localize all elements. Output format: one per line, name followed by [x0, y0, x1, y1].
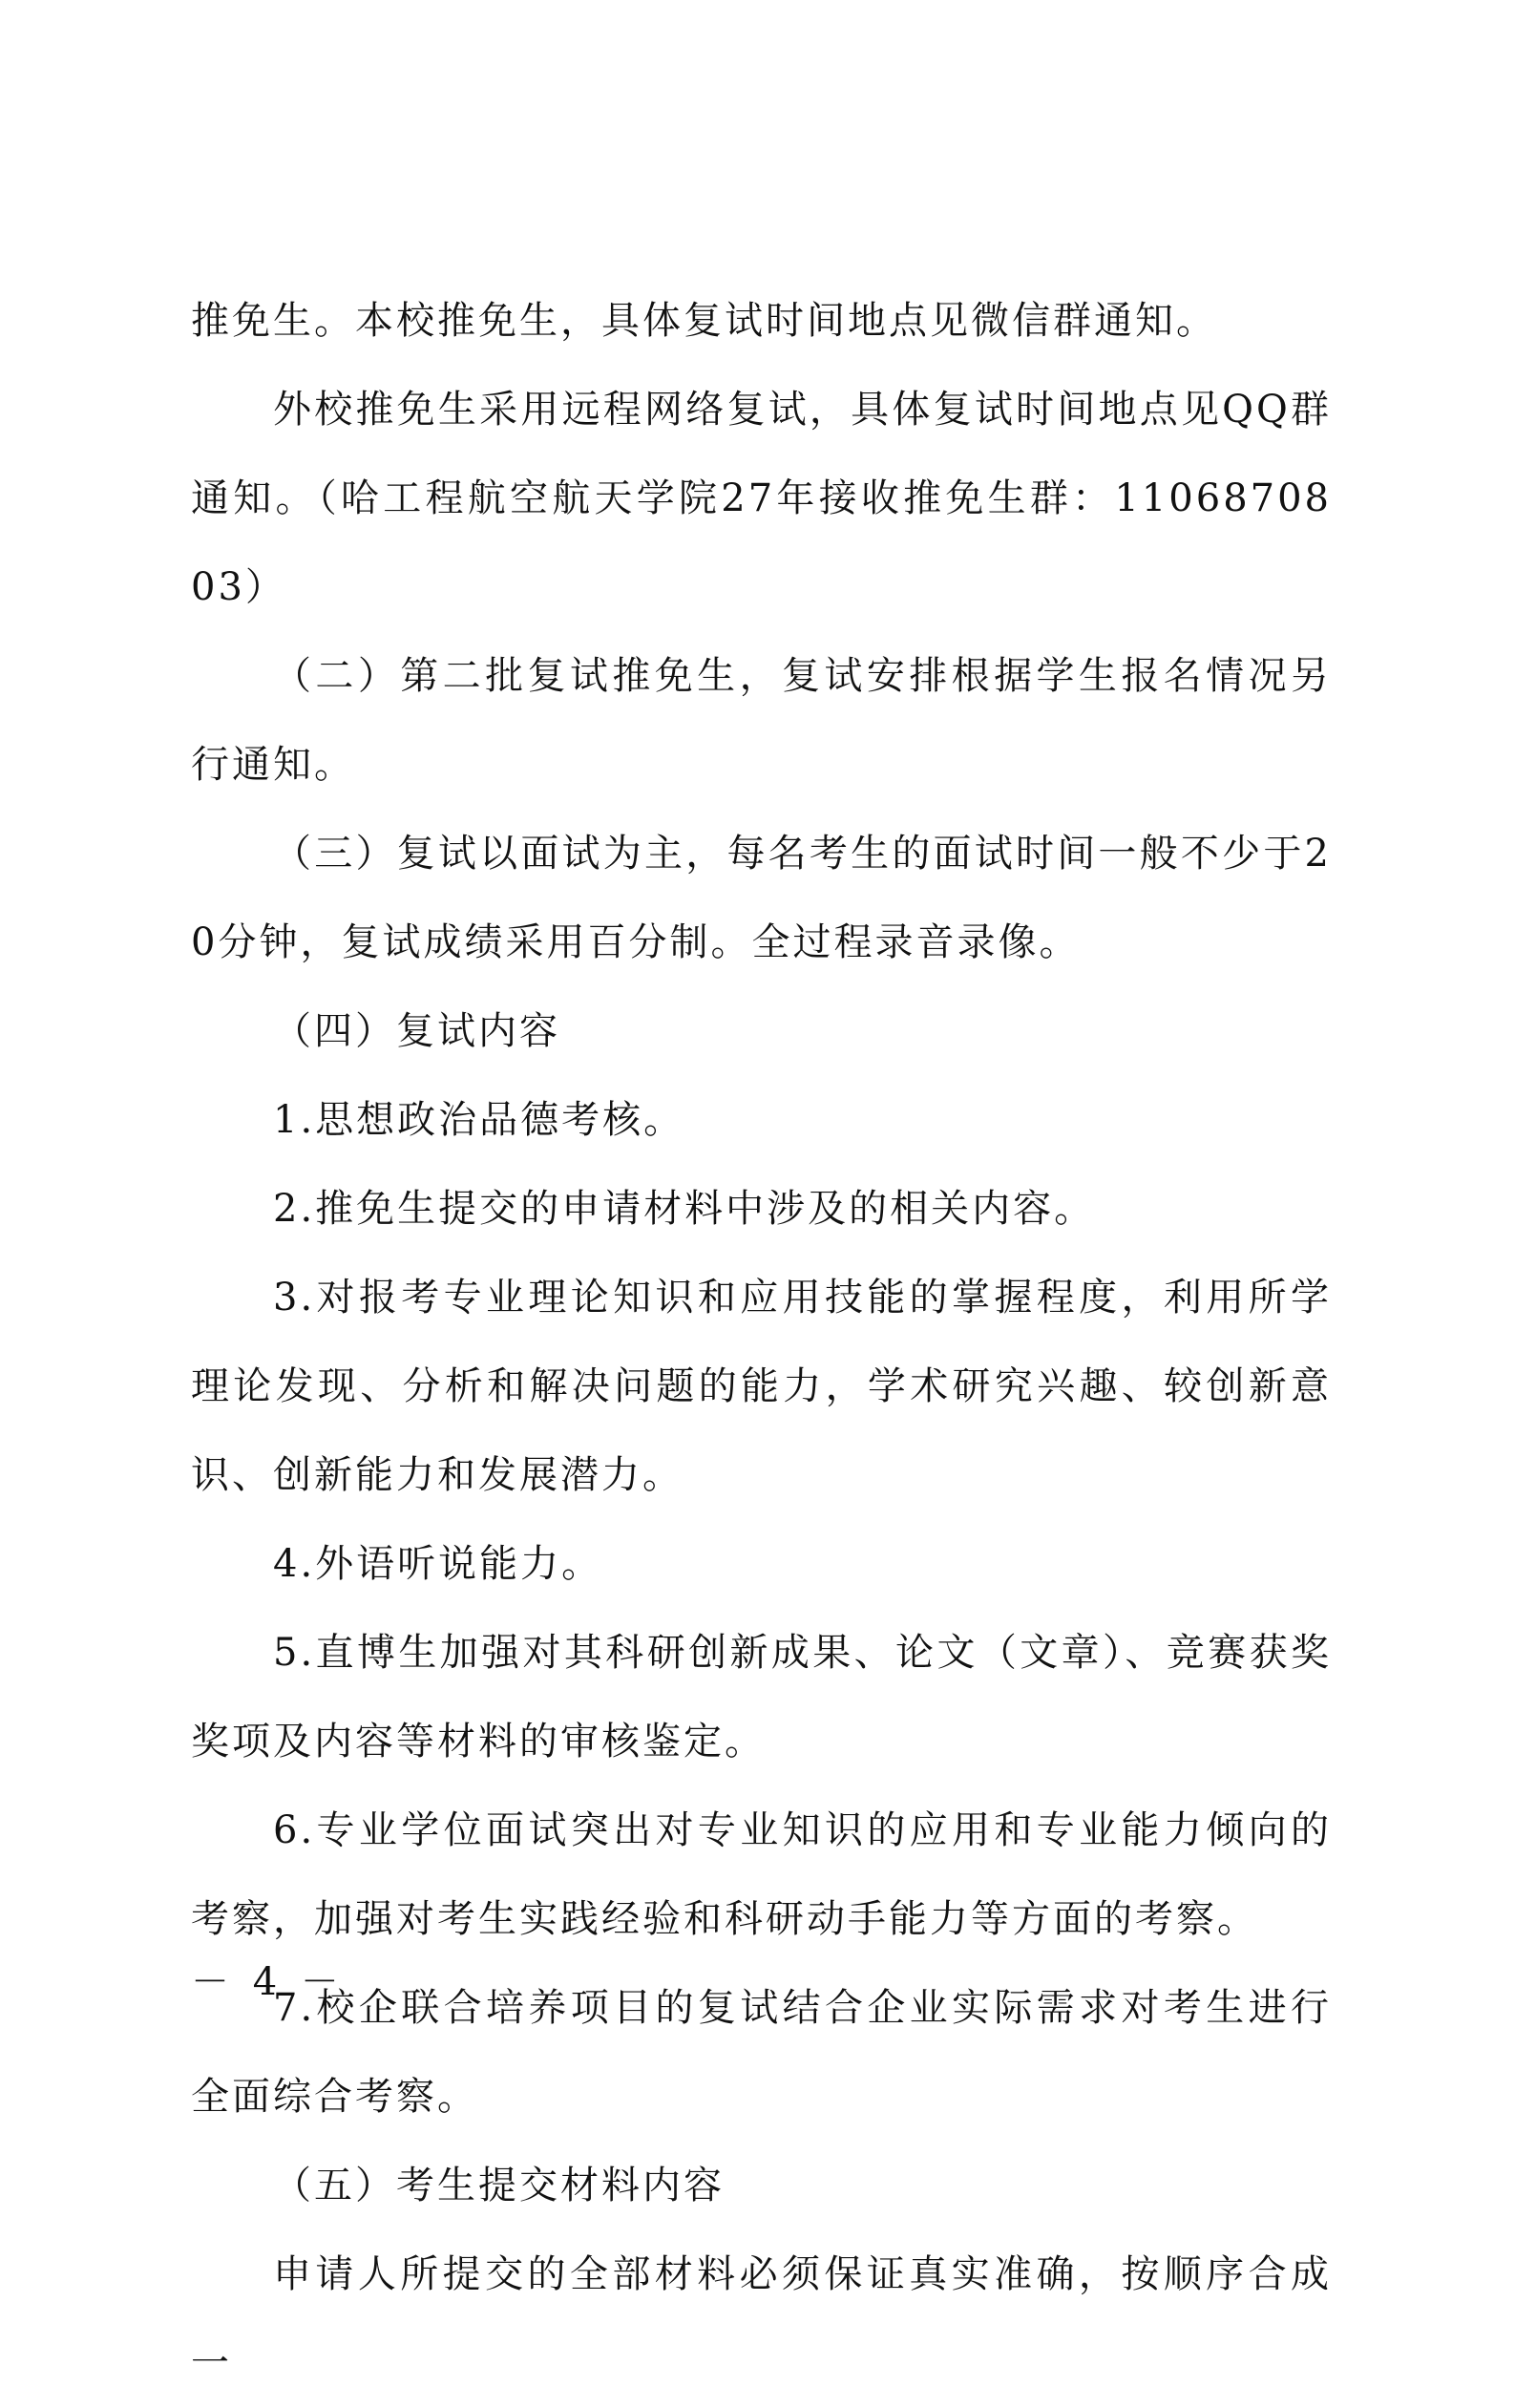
- list-item-1: 1.思想政治品德考核。: [273, 1098, 685, 1142]
- list-item-5: 5.直博生加强对其科研创新成果、论文（文章）、竞赛获奖奖项及内容等材料的审核鉴定。: [191, 1631, 1332, 1764]
- list-item-4: 4.外语听说能力。: [273, 1542, 603, 1586]
- paragraph-second-batch: （二）第二批复试推免生，复试安排根据学生报名情况另行通知。: [191, 654, 1332, 787]
- list-item-3: 3.对报考专业理论知识和应用技能的掌握程度，利用所学理论发现、分析和解决问题的能力，学术研究兴趣、较创新意识、创新能力和发展潜力。: [191, 1276, 1332, 1497]
- section-heading-submission-materials: （五）考生提交材料内容: [273, 2164, 725, 2207]
- page-number: － 4 －: [191, 1960, 345, 2004]
- list-item-7: 7.校企联合培养项目的复试结合企业实际需求对考生进行全面综合考察。: [191, 1986, 1332, 2119]
- document-body: [191, 277, 1332, 2408]
- paragraph-submission-requirements: 申请人所提交的全部材料必须保证真实准确，按顺序合成一: [191, 2252, 1332, 2385]
- list-item-6: 6.专业学位面试突出对专业知识的应用和专业能力倾向的考察，加强对考生实践经验和科研动手能力等方面的考察。: [191, 1808, 1332, 1941]
- list-item-2: 2.推免生提交的申请材料中涉及的相关内容。: [273, 1187, 1096, 1231]
- paragraph-continuation: 推免生。本校推免生，具体复试时间地点见微信群通知。: [191, 299, 1217, 343]
- paragraph-interview-format: （三）复试以面试为主，每名考生的面试时间一般不少于20分钟，复试成绩采用百分制。全过程录音录像。: [191, 832, 1332, 964]
- section-heading-retest-content: （四）复试内容: [273, 1009, 560, 1053]
- paragraph-remote-retest: 外校推免生采用远程网络复试，具体复试时间地点见QQ群通知。（哈工程航空航天学院27年接收推免生群：1106870803）: [191, 388, 1332, 609]
